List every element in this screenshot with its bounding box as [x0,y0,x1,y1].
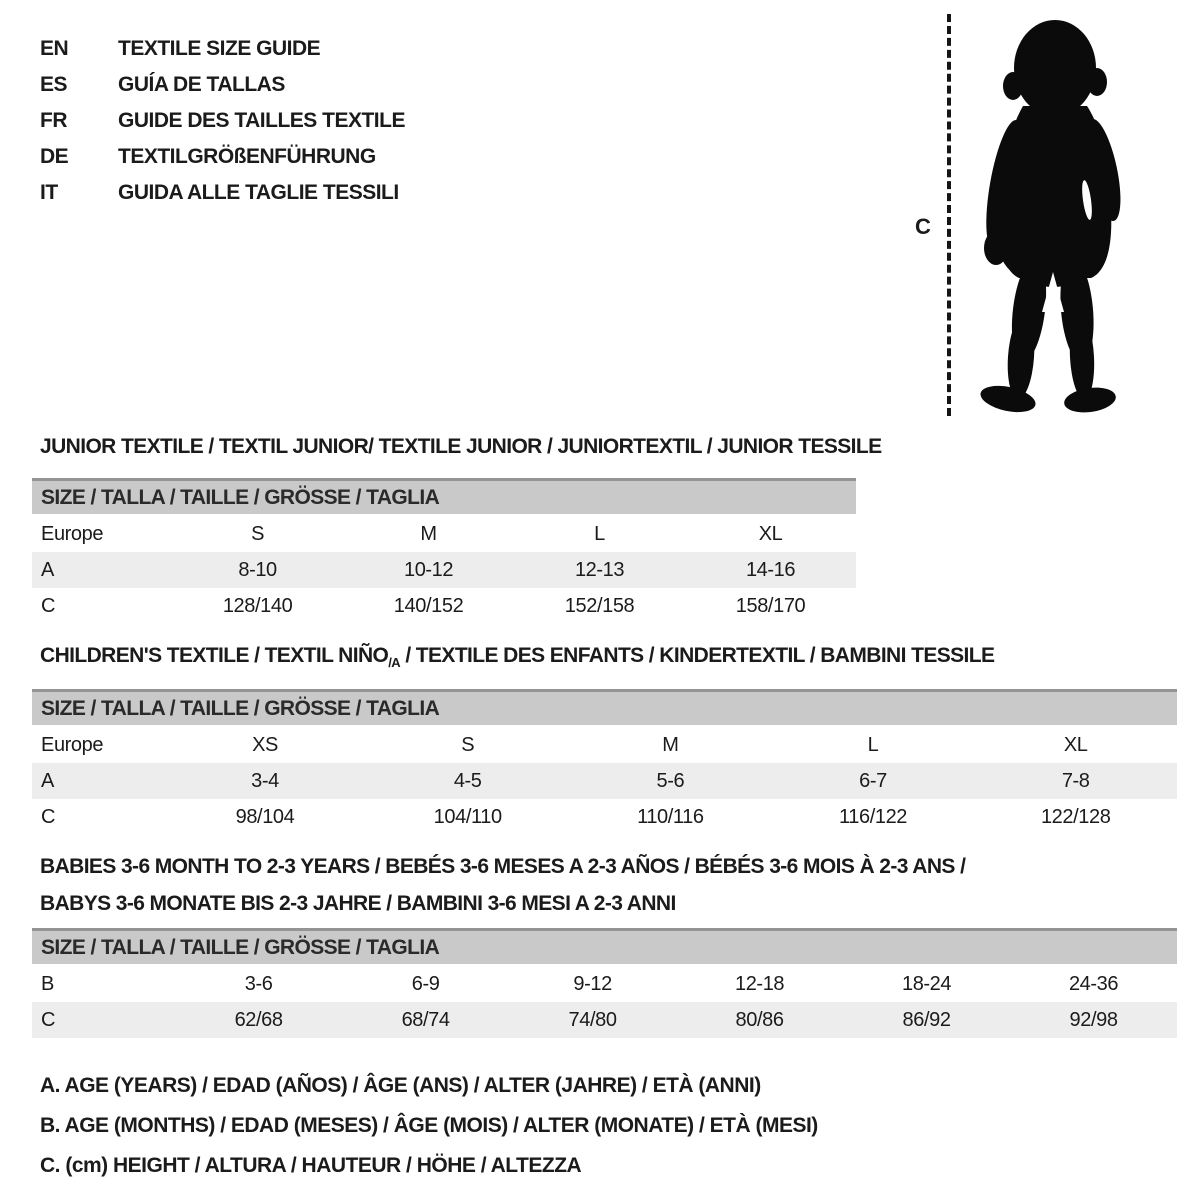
size-cell: XL [758,522,783,545]
table-row-height [32,588,856,624]
height-cell: 140/152 [393,594,464,617]
height-measure-dashed-line [947,14,951,416]
lang-row-it [40,175,405,211]
row-label: C [41,594,56,617]
age-cell: 6-9 [411,972,440,995]
age-cell: 10-12 [403,558,454,581]
age-cell: 18-24 [901,972,952,995]
lang-label: GUÍA DE TALLAS [118,73,285,96]
title-sub: /A [388,655,401,671]
age-cell: 8-10 [238,558,277,581]
lang-label: GUIDA ALLE TAGLIE TESSILI [118,181,399,204]
lang-code: EN [40,37,69,60]
size-cell: XS [252,733,278,756]
legend-line-a: A. AGE (YEARS) / EDAD (AÑOS) / ÂGE (ANS) / ALTER (JAHRE) / ETÀ (ANNI) [40,1074,761,1097]
height-cell: 128/140 [222,594,293,617]
legend [40,1066,818,1186]
size-header-bar: SIZE / TALLA / TAILLE / GRÖSSE / TAGLIA [32,689,1177,725]
title-part: / TEXTILE DES ENFANTS / KINDERTEXTIL / BAMBINI TESSILE [400,644,995,667]
size-cell: M [420,522,437,545]
babies-size-table [32,928,1177,1038]
row-label: A [41,769,54,792]
age-cell: 12-13 [574,558,625,581]
age-cell: 3-6 [244,972,273,995]
table-row-europe [32,516,856,552]
table-row-age-months [32,966,1177,1002]
age-cell: 5-6 [656,769,685,792]
row-label: Europe [41,733,104,756]
legend-line-b: B. AGE (MONTHS) / EDAD (MESES) / ÂGE (MOIS) / ALTER (MONATE) / ETÀ (MESI) [40,1114,818,1137]
lang-code: ES [40,73,68,96]
row-label: B [41,972,54,995]
language-list [40,31,405,211]
table-row-europe [32,727,1177,763]
height-cell: 98/104 [235,805,295,828]
table-row-height [32,799,1177,835]
junior-section-title: JUNIOR TEXTILE / TEXTIL JUNIOR/ TEXTILE JUNIOR / JUNIORTEXTIL / JUNIOR TESSILE [40,435,882,458]
age-cell: 9-12 [573,972,612,995]
table-row-height [32,1002,1177,1038]
height-cell: 122/128 [1040,805,1111,828]
row-label: Europe [41,522,104,545]
height-cell: 92/98 [1069,1008,1118,1031]
title-part: CHILDREN'S TEXTILE / TEXTIL NIÑO [40,644,389,667]
size-header-bar: SIZE / TALLA / TAILLE / GRÖSSE / TAGLIA [32,478,856,514]
children-section-title [40,644,994,670]
lang-row-de [40,139,405,175]
junior-size-table [32,478,856,624]
size-cell: XL [1063,733,1088,756]
lang-label: TEXTILGRÖßENFÜHRUNG [118,145,376,168]
size-header-bar: SIZE / TALLA / TAILLE / GRÖSSE / TAGLIA [32,928,1177,964]
size-cell: L [867,733,879,756]
height-cell: 152/158 [564,594,635,617]
children-size-table [32,689,1177,835]
babies-title-line1: BABIES 3-6 MONTH TO 2-3 YEARS / BEBÉS 3-6 MESES A 2-3 AÑOS / BÉBÉS 3-6 MOIS À 2-3 ANS / [40,855,966,878]
height-cell: 86/92 [902,1008,951,1031]
age-cell: 6-7 [859,769,887,792]
size-cell: M [662,733,679,756]
lang-row-fr [40,103,405,139]
height-cell: 62/68 [234,1008,283,1031]
height-measure-label: C [915,214,931,239]
row-label: C [41,805,56,828]
lang-label: GUIDE DES TAILLES TEXTILE [118,109,405,132]
age-cell: 7-8 [1061,769,1090,792]
age-cell: 12-18 [734,972,785,995]
babies-title-line2: BABYS 3-6 MONATE BIS 2-3 JAHRE / BAMBINI 3-6 MESI A 2-3 ANNI [40,892,676,915]
height-cell: 158/170 [735,594,806,617]
lang-code: FR [40,109,67,132]
height-cell: 116/122 [839,805,908,828]
row-label: C [41,1008,56,1031]
height-cell: 104/110 [433,805,502,828]
lang-row-es [40,67,405,103]
legend-line-c: C. (cm) HEIGHT / ALTURA / HAUTEUR / HÖHE / ALTEZZA [40,1154,582,1177]
age-cell: 4-5 [453,769,482,792]
size-cell: S [461,733,475,756]
table-row-age-years [32,763,1177,799]
age-cell: 14-16 [745,558,796,581]
lang-code: IT [40,181,58,204]
lang-row-en [40,31,405,67]
babies-section-title [40,848,965,922]
toddler-silhouette-icon [958,10,1148,420]
table-row-age-years [32,552,856,588]
height-cell: 74/80 [568,1008,617,1031]
height-cell: 110/116 [637,805,704,828]
height-cell: 68/74 [401,1008,450,1031]
lang-label: TEXTILE SIZE GUIDE [118,37,321,60]
height-cell: 80/86 [735,1008,784,1031]
size-cell: L [594,522,605,545]
row-label: A [41,558,54,581]
size-cell: S [251,522,265,545]
lang-code: DE [40,145,69,168]
age-cell: 24-36 [1068,972,1119,995]
age-cell: 3-4 [251,769,279,792]
